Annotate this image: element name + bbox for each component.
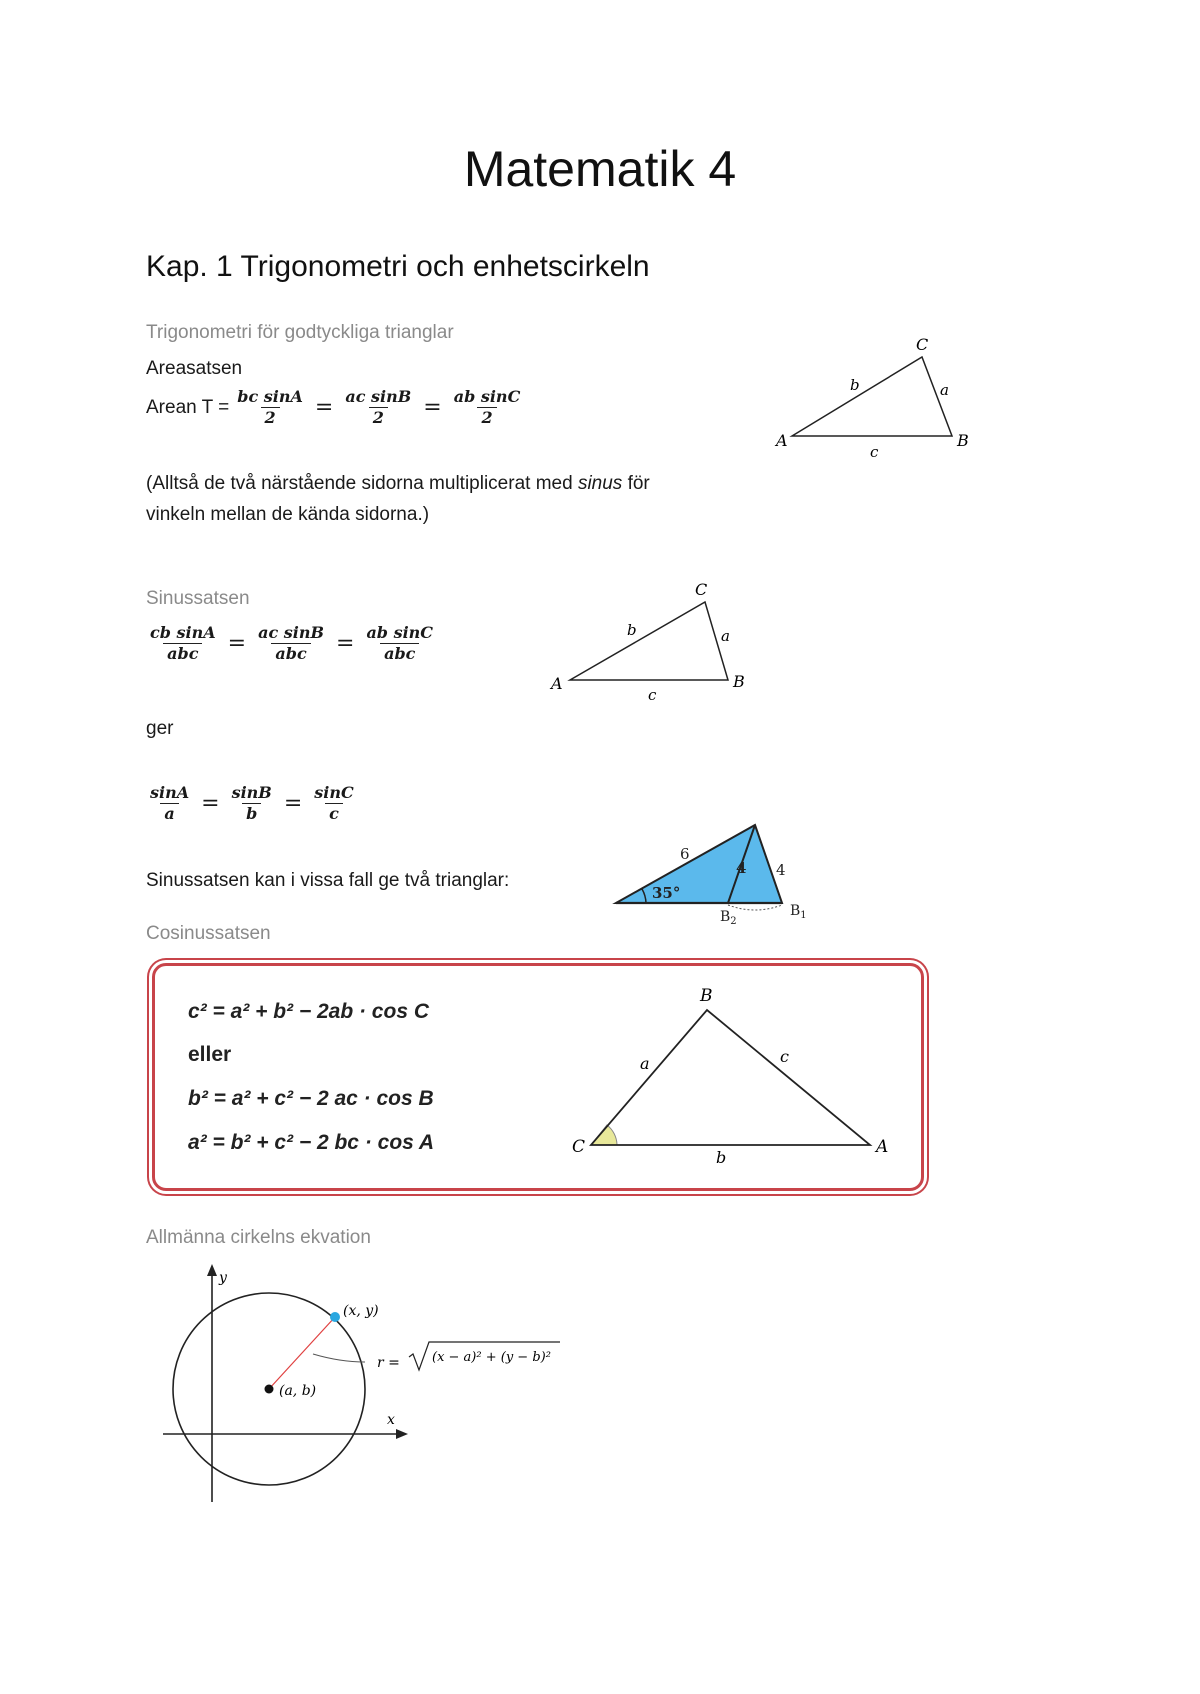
y-axis-label: y <box>219 1270 227 1286</box>
side-label-a: a <box>721 627 730 645</box>
side-label-c: c <box>780 1047 789 1066</box>
radius-pointer <box>313 1354 365 1362</box>
fraction-numerator: cb sinA <box>150 623 216 642</box>
fraction <box>228 783 276 824</box>
triangle-b1 <box>616 825 782 903</box>
side-label-c: c <box>870 443 879 461</box>
vertex-label-A: A <box>776 431 788 450</box>
cosine-eller: eller <box>188 1043 232 1066</box>
fraction-numerator: ab sinC <box>453 387 521 406</box>
cosine-formula-b: b² = a² + c² − 2 ac · cos B <box>188 1087 434 1110</box>
vertex-label-C: C <box>916 335 929 354</box>
label-b: B <box>790 903 801 919</box>
equals-sign: = <box>314 395 334 420</box>
label-b: B <box>720 909 731 925</box>
cosine-formula-c: c² = a² + b² − 2ab · cos C <box>188 1000 429 1023</box>
center-label: (a, b) <box>279 1383 317 1399</box>
equals-sign: = <box>283 791 303 816</box>
vertex-label-B: B <box>700 986 713 1006</box>
fraction <box>310 783 357 824</box>
areasatsen-label: Areasatsen <box>146 358 243 379</box>
vertex-label-A: A <box>876 1137 889 1157</box>
x-axis-arrow <box>396 1429 408 1439</box>
side-label-b: b <box>850 376 860 394</box>
point-label-b1 <box>790 903 807 921</box>
vertex-label-C: C <box>572 1137 586 1157</box>
side-label-a: a <box>940 381 949 399</box>
equals-sign: = <box>227 631 247 656</box>
fraction <box>233 387 307 428</box>
ger-label: ger <box>146 718 174 739</box>
fraction <box>341 387 415 428</box>
side-label-a: a <box>640 1054 650 1073</box>
side-label-4-inner: 4 <box>736 859 747 877</box>
equals-sign: = <box>423 395 442 420</box>
side-label-6: 6 <box>680 845 690 863</box>
fraction-denominator: 2 <box>369 407 388 428</box>
fraction-denominator: abc <box>271 643 310 664</box>
equals-sign: = <box>336 631 355 656</box>
radius-equation-prefix: r = <box>377 1355 400 1371</box>
note-italic: sinus <box>577 473 623 494</box>
fraction-numerator: ac sinB <box>345 387 412 406</box>
subscript-1: 1 <box>800 910 807 921</box>
section-heading-area: Trigonometri för godtyckliga trianglar <box>146 322 454 343</box>
side-label-c: c <box>648 686 657 704</box>
center-point <box>265 1385 274 1394</box>
subscript-2: 2 <box>730 916 737 925</box>
fraction-denominator: 2 <box>477 407 496 428</box>
side-label-4-outer: 4 <box>776 861 786 879</box>
fraction-numerator: ab sinC <box>366 623 434 642</box>
fraction-numerator: sinC <box>314 783 354 802</box>
vertex-label-C: C <box>695 580 708 599</box>
vertex-label-B: B <box>733 672 745 691</box>
fraction-numerator: bc sinA <box>237 387 303 406</box>
side-label-b: b <box>627 621 637 639</box>
section-heading-sine: Sinussatsen <box>146 588 250 609</box>
y-axis-arrow <box>207 1264 217 1276</box>
fraction <box>450 387 525 428</box>
ambiguous-case-diagram <box>610 815 820 925</box>
area-note-line2: vinkeln mellan de kända sidorna.) <box>146 504 430 525</box>
fraction-numerator: ac sinB <box>258 623 324 642</box>
circle-point <box>330 1312 340 1322</box>
fraction-denominator: abc <box>380 643 419 664</box>
area-note-line1 <box>146 473 650 495</box>
fraction-denominator: b <box>242 803 261 824</box>
triangle-diagram-sine <box>545 575 765 705</box>
point-label-b2 <box>720 909 737 925</box>
chapter-title: Kap. 1 Trigonometri och enhetscirkeln <box>146 250 650 283</box>
sine-formula-1 <box>142 623 441 664</box>
triangle-outline <box>570 602 728 680</box>
triangle-diagram-cosine <box>570 980 900 1165</box>
radius-line <box>269 1317 335 1389</box>
fraction-denominator: 2 <box>261 407 280 428</box>
x-axis-label: x <box>387 1412 395 1428</box>
note-text: för <box>622 473 650 494</box>
section-heading-cosine: Cosinussatsen <box>146 923 271 944</box>
triangle-outline <box>591 1010 870 1145</box>
side-label-b: b <box>716 1148 727 1165</box>
equals-sign: = <box>201 791 220 816</box>
angle-c-marker <box>591 1125 617 1145</box>
triangle-diagram-area <box>770 330 980 465</box>
angle-label-35: 35° <box>652 884 681 902</box>
page-title: Matematik 4 <box>463 141 737 197</box>
fraction <box>362 623 437 664</box>
vertex-label-B: B <box>957 431 969 450</box>
radius-radicand: (x − a)² + (y − b)² <box>432 1350 551 1365</box>
cosine-formula-a: a² = b² + c² − 2 bc · cos A <box>188 1131 435 1154</box>
point-label: (x, y) <box>343 1303 379 1319</box>
fraction-denominator: c <box>325 803 343 824</box>
section-heading-circle: Allmänna cirkelns ekvation <box>146 1227 371 1248</box>
fraction <box>146 783 193 824</box>
sine-formula-2 <box>142 783 362 824</box>
fraction-denominator: abc <box>163 643 202 664</box>
area-formula-prefix: Arean T = <box>146 396 230 418</box>
fraction-numerator: sinB <box>231 783 272 802</box>
area-formula <box>146 387 528 428</box>
note-text: (Alltså de två närstående sidorna multiplicerat med <box>146 473 578 494</box>
fraction <box>254 623 328 664</box>
fraction-numerator: sinA <box>150 783 190 802</box>
circle-diagram <box>155 1262 575 1512</box>
fraction <box>146 623 220 664</box>
swing-arc <box>728 905 782 910</box>
triangle-outline <box>792 357 952 436</box>
fraction-denominator: a <box>160 803 178 824</box>
two-triangles-text: Sinussatsen kan i vissa fall ge två trianglar: <box>146 870 510 891</box>
vertex-label-A: A <box>551 674 563 693</box>
